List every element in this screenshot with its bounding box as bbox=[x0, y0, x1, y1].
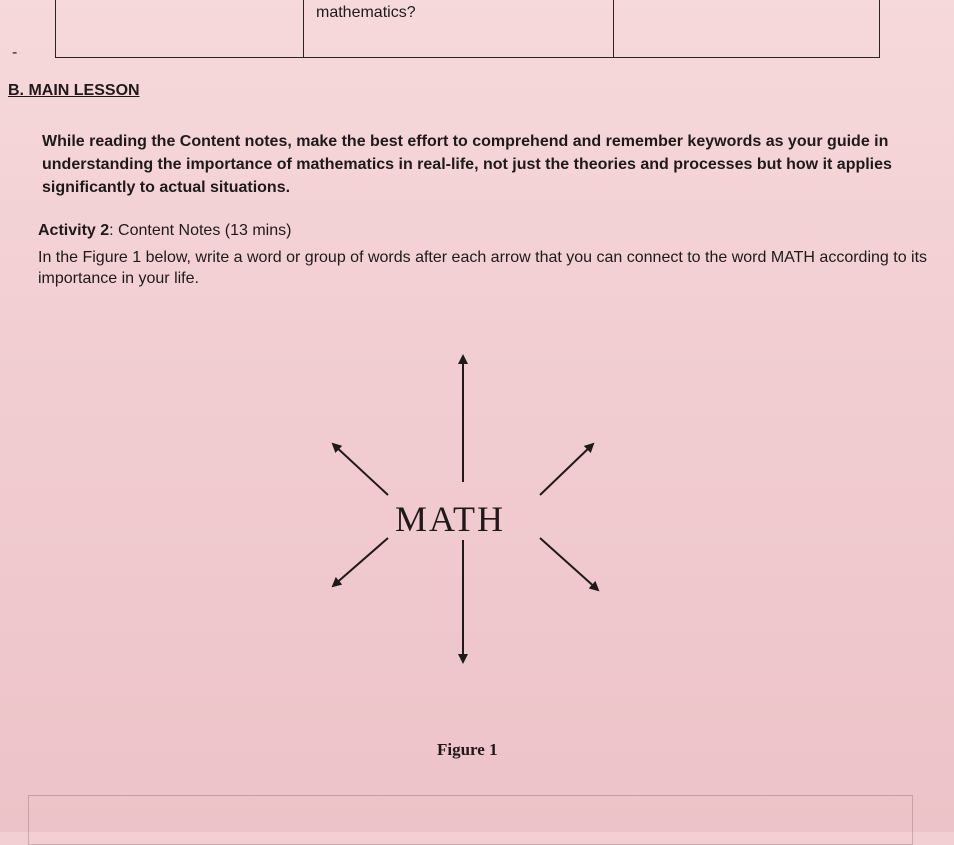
activity-instructions: In the Figure 1 below, write a word or group of words after each arrow that you can connect to the word MATH according to its importance in your life. bbox=[38, 249, 928, 287]
figure-caption: Figure 1 bbox=[437, 740, 498, 759]
arrow-down-right bbox=[540, 538, 598, 590]
intro-paragraph: While reading the Content notes, make the best effort to comprehend and remember keywords as your guide in understanding the importance of mathematics in real-life, not just the theories and processes but how it applies significantly to actual situations. bbox=[42, 133, 892, 196]
table-cell-text: mathematics? bbox=[316, 4, 416, 21]
activity-label: Activity 2 bbox=[38, 222, 110, 239]
bullet-dash: - bbox=[12, 44, 18, 61]
arrow-down-left bbox=[333, 538, 388, 586]
arrow-up-left bbox=[333, 444, 388, 495]
bottom-table-fragment bbox=[28, 795, 913, 845]
table-cell bbox=[304, 0, 614, 57]
table-cell bbox=[614, 0, 879, 57]
section-heading: B. MAIN LESSON bbox=[8, 82, 140, 99]
math-center-word: MATH bbox=[395, 499, 506, 539]
activity-title bbox=[38, 222, 291, 240]
top-table-fragment bbox=[55, 0, 880, 58]
activity-title-rest: : Content Notes (13 mins) bbox=[109, 222, 292, 239]
arrow-up-right bbox=[540, 444, 593, 495]
table-cell bbox=[56, 0, 304, 57]
